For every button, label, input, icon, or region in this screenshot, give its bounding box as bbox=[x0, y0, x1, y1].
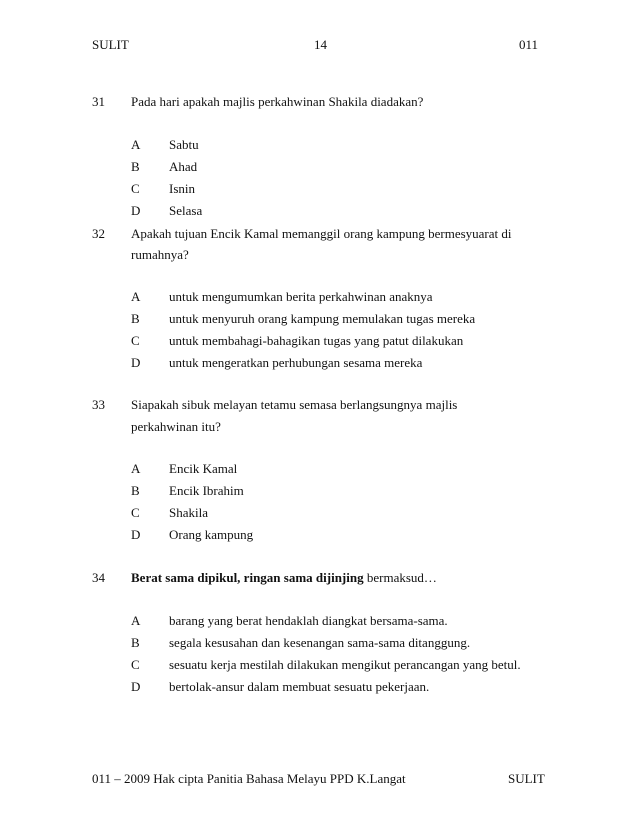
option-text: Encik Kamal bbox=[169, 461, 238, 476]
option-letter: B bbox=[131, 635, 140, 650]
question-number: 33 bbox=[92, 397, 105, 412]
proverb: Berat sama dipikul, ringan sama dijinjing bbox=[131, 570, 364, 585]
option-text: barang yang berat hendaklah diangkat bersama-sama. bbox=[169, 613, 448, 628]
option-letter: A bbox=[131, 137, 141, 152]
option-letter: C bbox=[131, 181, 140, 196]
question-text: Apakah tujuan Encik Kamal memanggil orang kampung bermesyuarat di bbox=[131, 226, 512, 241]
option-text: Selasa bbox=[169, 203, 203, 218]
option-letter: A bbox=[131, 461, 141, 476]
option-text: untuk menyuruh orang kampung memulakan tugas mereka bbox=[169, 311, 476, 326]
option-text: untuk mengumumkan berita perkahwinan anaknya bbox=[169, 289, 433, 304]
question-text-rest: bermaksud… bbox=[363, 570, 437, 585]
question-number: 34 bbox=[92, 570, 105, 585]
option-letter: B bbox=[131, 483, 140, 498]
option-letter: C bbox=[131, 333, 140, 348]
option-letter: D bbox=[131, 679, 141, 694]
option-letter: B bbox=[131, 159, 140, 174]
option-letter: C bbox=[131, 657, 140, 672]
page-number: 14 bbox=[314, 37, 327, 52]
footer-copyright: 011 – 2009 Hak cipta Panitia Bahasa Melayu PPD K.Langat bbox=[92, 771, 406, 786]
option-text: untuk mengeratkan perhubungan sesama mereka bbox=[169, 355, 423, 370]
option-letter: D bbox=[131, 355, 141, 370]
header-left: SULIT bbox=[92, 37, 129, 52]
option-text: sesuatu kerja mestilah dilakukan mengikut perancangan yang betul. bbox=[169, 657, 521, 672]
option-text: segala kesusahan dan kesenangan sama-sama ditanggung. bbox=[169, 635, 471, 650]
option-letter: B bbox=[131, 311, 140, 326]
option-text: untuk membahagi-bahagikan tugas yang patut dilakukan bbox=[169, 333, 464, 348]
question-number: 32 bbox=[92, 226, 105, 241]
option-letter: A bbox=[131, 613, 141, 628]
option-letter: D bbox=[131, 203, 141, 218]
question-number: 31 bbox=[92, 94, 105, 109]
option-text: Encik Ibrahim bbox=[169, 483, 244, 498]
option-text: Ahad bbox=[169, 159, 198, 174]
option-text: bertolak-ansur dalam membuat sesuatu pekerjaan. bbox=[169, 679, 430, 694]
header-right: 011 bbox=[519, 37, 539, 52]
footer-right: SULIT bbox=[508, 771, 545, 786]
option-text: Sabtu bbox=[169, 137, 199, 152]
question-text-continued: rumahnya? bbox=[131, 247, 189, 262]
question-text bbox=[131, 570, 437, 586]
question-text: Pada hari apakah majlis perkahwinan Shakila diadakan? bbox=[131, 94, 424, 109]
option-text: Shakila bbox=[169, 505, 208, 520]
option-letter: D bbox=[131, 527, 141, 542]
option-text: Orang kampung bbox=[169, 527, 254, 542]
option-text: Isnin bbox=[169, 181, 195, 196]
option-letter: C bbox=[131, 505, 140, 520]
question-text: Siapakah sibuk melayan tetamu semasa berlangsungnya majlis bbox=[131, 397, 458, 412]
question-text-continued: perkahwinan itu? bbox=[131, 419, 221, 434]
option-letter: A bbox=[131, 289, 141, 304]
